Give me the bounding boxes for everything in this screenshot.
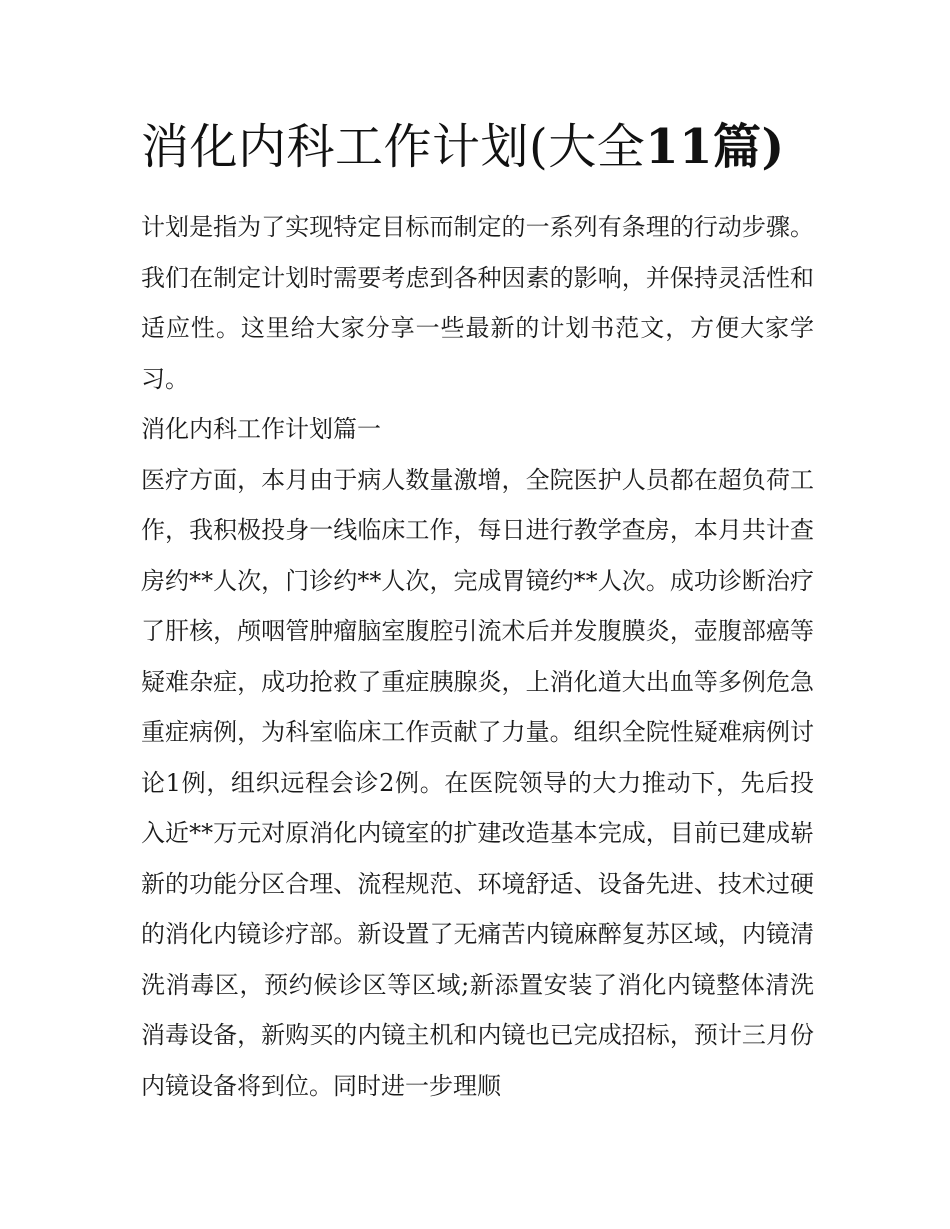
- page-title: 消化内科工作计划(大全11篇): [141, 119, 785, 175]
- section-heading: 消化内科工作计划篇一: [141, 415, 381, 443]
- title-count: 11篇): [645, 119, 785, 175]
- intro-paragraph: 计划是指为了实现特定目标而制定的一系列有条理的行动步骤。我们在制定计划时需要考虑到各种因素的影响，并保持灵活性和适应性。这里给大家分享一些最新的计划书范文，方便大家学习。: [141, 213, 814, 393]
- section-paragraph: 医疗方面，本月由于病人数量激增，全院医护人员都在超负荷工作，我积极投身一线临床工作，每日进行教学查房，本月共计查房约**人次，门诊约**人次，完成胃镜约**人次。成功诊断治疗了肝核，颅咽管肿瘤脑室腹腔引流术后并发腹膜炎，壶腹部癌等疑难杂症，成功抢救了重症胰腺炎，上消化道大出血等多例危急重症病例，为科室临床工作贡献了力量。组织全院性疑难病例讨论1例，组织远程会诊2例。在医院领导的大力推动下，先后投入近**万元对原消化内镜室的扩建改造基本完成，目前已建成崭新的功能分区合理、流程规范、环境舒适、设备先进、技术过硬的消化内镜诊疗部。新设置了无痛苦内镜麻醉复苏区域，内镜清洗消毒区，预约候诊区等区域;新添置安装了消化内镜整体清洗消毒设备，新购买的内镜主机和内镜也已完成招标，预计三月份内镜设备将到位。同时进一步理顺: [141, 465, 814, 1100]
